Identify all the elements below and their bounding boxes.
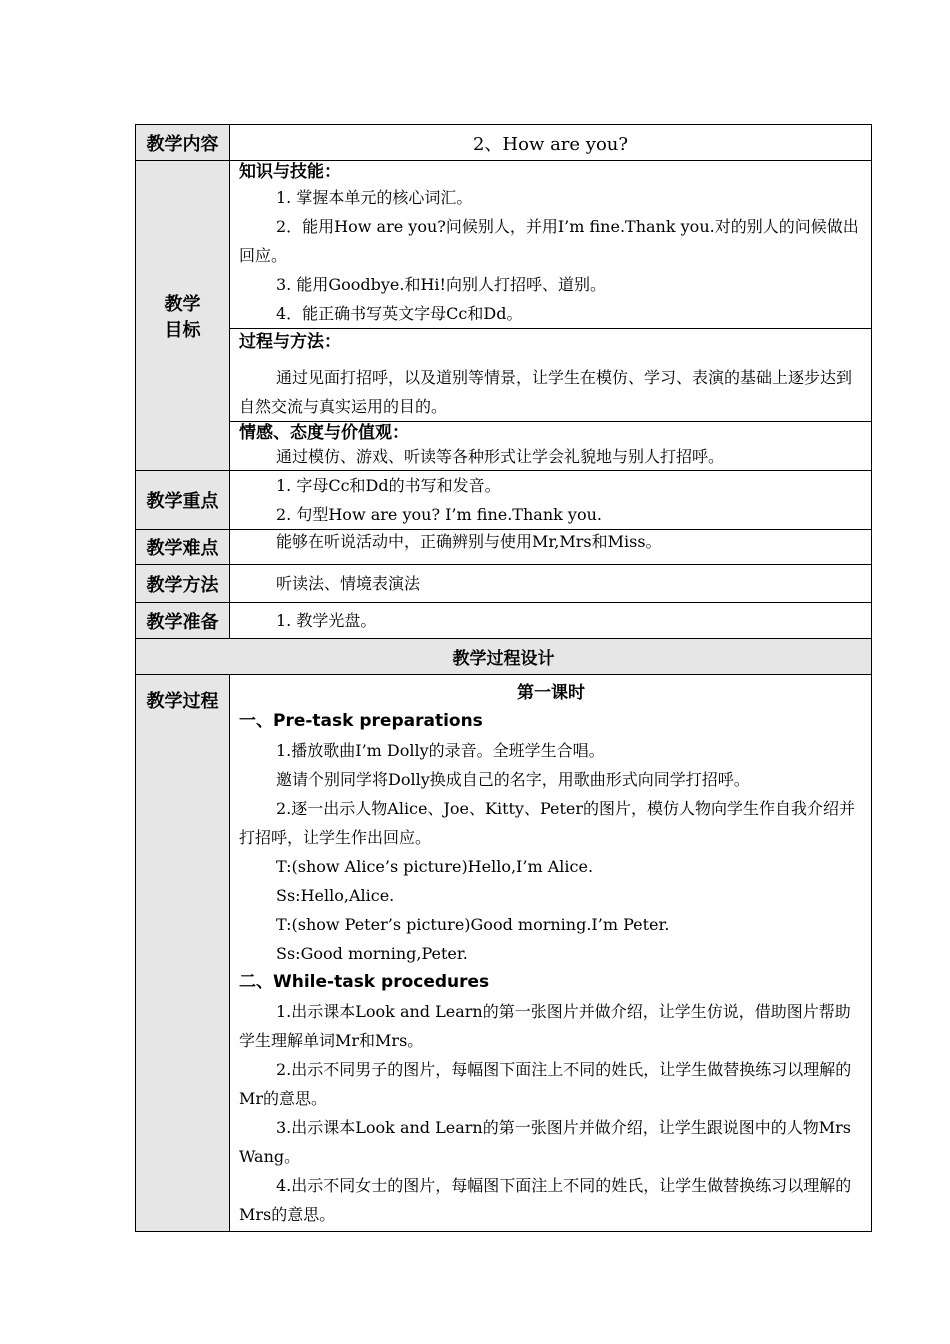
lesson-period-title: 第一课时 [517,683,585,703]
process-label: 教学过程 [136,675,230,1232]
emotion-title: 情感、态度与价值观： [239,423,409,443]
emotion-text: 通过模仿、游戏、听读等各种形式让学会礼貌地与别人打招呼。 [276,447,725,466]
objectives-label-line2: 目标 [164,319,201,341]
process-content [230,675,872,1232]
key-points-label: 教学重点 [136,471,230,530]
objectives-process-row [136,329,872,422]
methods-label: 教学方法 [136,565,230,603]
knowledge-item: 1. 掌握本单元的核心词汇。 [276,188,473,207]
lesson-plan-table [135,124,872,1232]
difficulties-content [230,530,872,565]
knowledge-item: 4．能正确书写英文字母Cc和Dd。 [276,304,523,323]
pre-task-line: T:(show Peter’s picture)Good morning.I’m Peter. [276,915,670,934]
key-points-content [230,471,872,530]
preparation-label: 教学准备 [136,603,230,639]
while-task-title: 二、While-task procedures [239,972,490,992]
process-row [136,675,872,1232]
pre-task-line: T:(show Alice’s picture)Hello,I’m Alice. [276,857,594,876]
difficulties-text: 能够在听说活动中，正确辨别与使用Mr,Mrs和Miss。 [276,532,662,551]
while-task-line: 1.出示课本Look and Learn的第一张图片并做介绍，让学生仿说，借助图片帮助学生理解单词Mr和Mrs。 [239,1002,851,1050]
while-task-line: 4.出示不同女士的图片，每幅图下面注上不同的姓氏，让学生做替换练习以理解的Mrs的意思。 [239,1176,852,1224]
pre-task-line: 2.逐一出示人物Alice、Joe、Kitty、Peter的图片，模仿人物向学生作自我介绍并打招呼，让学生作出回应。 [239,799,856,847]
design-band-row [136,639,872,675]
difficulties-row [136,530,872,565]
pre-task-line: 1.播放歌曲I’m Dolly的录音。全班学生合唱。 [276,741,605,760]
content-row [136,125,872,161]
content-label: 教学内容 [136,125,230,161]
emotion-section [230,422,872,471]
key-points-row [136,471,872,530]
lesson-title: 2、How are you? [230,125,872,161]
preparation-content [230,603,872,639]
process-method-section [230,329,872,422]
knowledge-title: 知识与技能： [239,162,341,182]
key-point-item: 1. 字母Cc和Dd的书写和发音。 [276,476,501,495]
methods-row [136,565,872,603]
while-task-line: 3.出示课本Look and Learn的第一张图片并做介绍，让学生跟说图中的人物Mrs Wang。 [239,1118,851,1166]
preparation-row [136,603,872,639]
preparation-text: 1. 教学光盘。 [276,611,377,630]
methods-text: 听读法、情境表演法 [276,574,421,593]
design-band: 教学过程设计 [136,639,872,675]
pre-task-line: Ss:Good morning,Peter. [276,944,468,963]
knowledge-item: 2．能用How are you?问候别人，并用I’m fine.Thank you.对的别人的问候做出回应。 [239,217,859,265]
objectives-label [136,161,230,471]
objectives-knowledge-row [136,161,872,329]
knowledge-item: 3. 能用Goodbye.和Hi!向别人打招呼、道别。 [276,275,606,294]
pre-task-title: 一、Pre-task preparations [239,711,483,731]
key-point-item: 2. 句型How are you? I’m fine.Thank you. [276,505,602,524]
process-method-text: 通过见面打招呼，以及道别等情景，让学生在模仿、学习、表演的基础上逐步达到自然交流与真实运用的目的。 [239,368,853,416]
pre-task-line: Ss:Hello,Alice. [276,886,395,905]
while-task-line: 2.出示不同男子的图片，每幅图下面注上不同的姓氏，让学生做替换练习以理解的Mr的意思。 [239,1060,852,1108]
pre-task-line: 邀请个别同学将Dolly换成自己的名字，用歌曲形式向同学打招呼。 [276,770,750,789]
knowledge-section [230,161,872,329]
objectives-emotion-row [136,422,872,471]
process-method-title: 过程与方法： [239,332,341,352]
objectives-label-line1: 教学 [164,293,201,315]
methods-content [230,565,872,603]
difficulties-label: 教学难点 [136,530,230,565]
